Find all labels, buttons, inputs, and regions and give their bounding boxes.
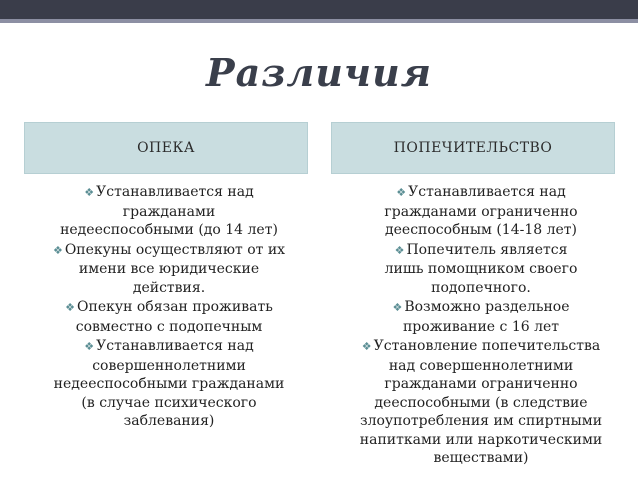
diamond-bullet-icon: ❖ (361, 340, 372, 353)
list-item-text: Возможно раздельное проживание с 16 лет (402, 299, 570, 335)
list-item-text: Попечитель является лишь помощником своего подопечного. (384, 241, 578, 296)
list-item (340, 337, 622, 468)
list-item (340, 241, 622, 298)
list-item (340, 183, 622, 240)
list-item (28, 298, 310, 336)
list-item-text: Устанавливается над гражданами недееспособными (до 14 лет) (60, 184, 278, 238)
diamond-bullet-icon: ❖ (392, 301, 403, 314)
list-item (340, 298, 622, 336)
diamond-bullet-icon: ❖ (84, 340, 95, 353)
top-decorative-bar (0, 0, 638, 23)
diamond-bullet-icon: ❖ (52, 243, 63, 257)
column-popechitelstvo (340, 183, 622, 469)
diamond-bullet-icon: ❖ (394, 243, 405, 257)
list-item-text: Опекуны осуществляют от их имени все юридические действия. (64, 241, 286, 296)
header-popechitelstvo (331, 122, 615, 174)
diamond-bullet-icon: ❖ (396, 186, 407, 199)
list-item (28, 241, 310, 298)
column-opeka (28, 183, 310, 432)
header-opeka-label: ОПЕКА (137, 140, 195, 156)
diamond-bullet-icon: ❖ (84, 186, 95, 199)
list-item-text: Установление попечительства над совершеннолетними гражданами ограниченно дееспособными (в следствие злоупотребления им спиртными напитками или наркотическими веществами) (359, 338, 603, 466)
header-opeka (24, 122, 308, 174)
list-item-text: Устанавливается над совершеннолетними недееспособными гражданами (в случае психического заблевания) (53, 338, 285, 429)
header-popechitelstvo-label: ПОПЕЧИТЕЛЬСТВО (393, 140, 553, 156)
list-item (28, 183, 310, 240)
slide-title: Различия (206, 50, 432, 95)
list-item-text: Устанавливается над гражданами ограниченно дееспособным (14-18 лет) (384, 184, 578, 238)
list-item (28, 337, 310, 431)
list-item-text: Опекун обязан проживать совместно с подопечным (75, 299, 273, 335)
diamond-bullet-icon: ❖ (65, 301, 76, 314)
